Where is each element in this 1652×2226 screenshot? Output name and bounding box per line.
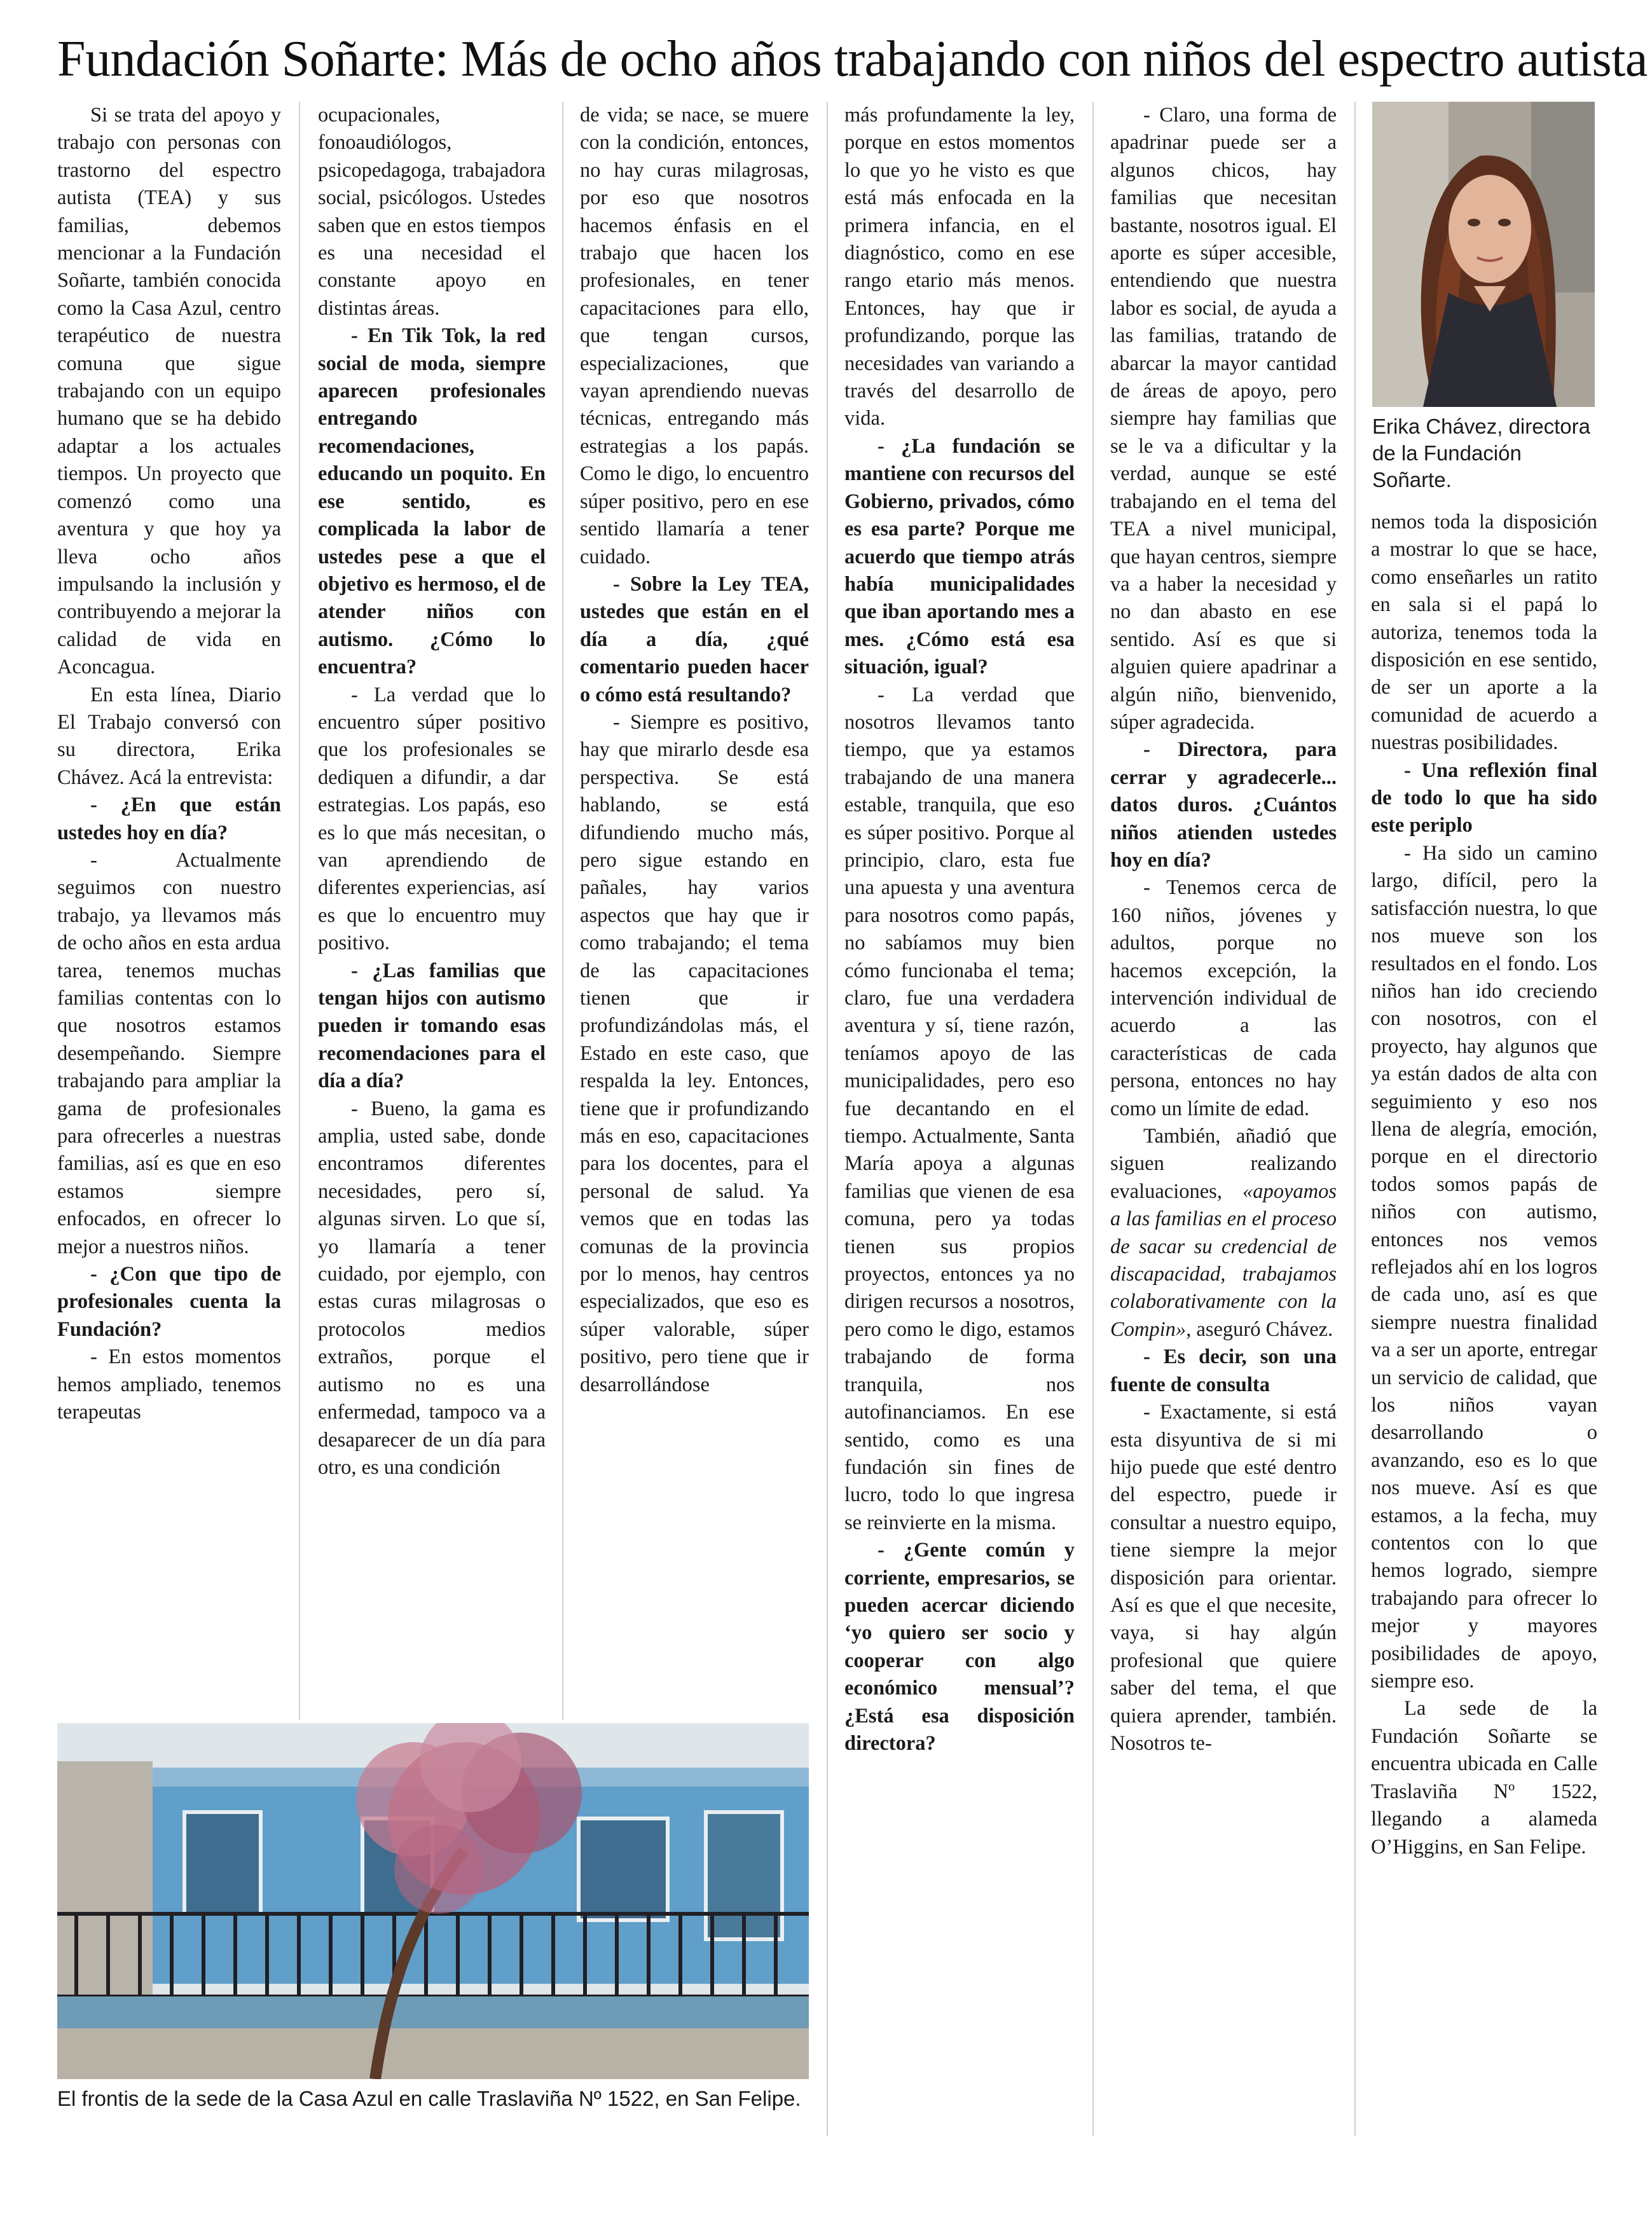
article-paragraph: Si se trata del apoyo y trabajo con personas con trastorno del espectro autista (TEA) y sus familias, debemos mencionar a la Fundación Soñarte, también conocida como la Casa Azul, centro terapéutico de nuestra comuna que sigue trabajando con un equipo humano que se ha debido adaptar a los actuales tiempos. Un proyecto que comenzó como una aventura y que hoy ya lleva ocho años impulsando la inclusión y contribuyendo a mejorar la calidad de vida en Aconcagua. (57, 104, 281, 679)
continued-paragraph: ocupacionales, fonoaudiólogos, psicopedagoga, trabajadora social, psicólogos. Ustedes saben que en estos tiempos es una necesidad el constante apoyo en distintas áreas. (318, 104, 546, 320)
portrait-caption: Erika Chávez, directora de la Fundación Soñarte. (1372, 415, 1590, 491)
article-paragraph: - Exactamente, si está esta disyuntiva de si mi hijo puede que esté dentro del espectro, puede ir consultar a nuestro equipo, tiene siempre la mejor disposición para orientar. Así es que el que necesite, vaya, si hay algún profesional que quiere saber del tema, el que quiera aprender, también. Nosotros te- (1110, 1401, 1337, 1755)
interview-question: - ¿En que están ustedes hoy en día? (57, 794, 281, 844)
paragraph-text: , aseguró Chávez. (1186, 1317, 1333, 1341)
interview-question: - Una reflexión final de todo lo que ha sido este periplo (1371, 759, 1597, 837)
photo-caption: El frontis de la sede de la Casa Azul en calle Traslaviña Nº 1522, en San Felipe. (57, 2087, 801, 2110)
article-paragraph (1110, 1123, 1337, 1343)
interview-question: - ¿La fundación se mantiene con recursos del Gobierno, privados, cómo es esa parte? Porque me acuerdo que tiempo atrás había municipalidades que iban aportando mes a mes. ¿Cómo está esa situación, igual? (844, 434, 1075, 679)
paragraph-text: También, añadió que siguen realizando evaluaciones, (1110, 1125, 1337, 1203)
column-rule (1354, 102, 1356, 2136)
article-paragraph: - La verdad que nosotros llevamos tanto tiempo, que ya estamos trabajando de una manera estable, tranquila, que eso es súper positivo. Porque al principio, claro, esta fue una apuesta y una aventura para nosotros como papás, no sabíamos muy bien cómo funcionaba el tema; claro, fue una verdadera aventura y sí, tiene razón, teníamos apoyo de las municipalidades, pero eso fue decantando en el tiempo. Actualmente, Santa María apoya a algunas familias que vienen de esa comuna, pero ya todas tienen sus propios proyectos, entonces ya no dirigen recursos a nosotros, pero como le digo, estamos trabajando de forma tranquila, nos autofinanciamos. En ese sentido, como es una fundación sin fines de lucro, todo lo que ingresa se reinvierte en la misma. (844, 683, 1075, 1534)
column-rule (562, 102, 563, 1720)
column-rule (1092, 102, 1094, 2136)
continued-paragraph: más profundamente la ley, porque en estos momentos lo que yo he visto es que está más enfocada en la primera infancia, en el diagnóstico, como en ese rango etario más menos. Entonces, hay que ir profundizando, porque las necesidades van variando a través del desarrollo de vida. (844, 104, 1075, 430)
column-rule (299, 102, 300, 1720)
article-paragraph: - Actualmente seguimos con nuestro trabajo, ya llevamos más de ocho años en esta ardua tarea, tenemos muchas familias contentas con lo que nosotros estamos desempeñando. Siempre trabajando para ampliar la gama de profesionales para ofrecerles a nuestras familias, así es que en eso estamos siempre enfocados, en ofrecer lo mejor a nuestros niños. (57, 848, 281, 1258)
interview-question: - ¿Con que tipo de profesionales cuenta la Fundación? (57, 1263, 281, 1341)
article-column-1 (57, 102, 281, 1720)
article-paragraph: - Claro, una forma de apadrinar puede ser a algunos chicos, hay familias que necesitan bastante, nosotros igual. El aporte es súper accesible, entendiendo que nuestra labor es social, de ayuda a las familias, tratando de abarcar la mayor cantidad de áreas de apoyo, pero siempre hay familias que se le va a dificultar y la verdad, aunque se esté trabajando en el tema del TEA a nivel municipal, que hayan centros, siempre va a haber la necesidad y no dan abasto en ese sentido. Así es que si alguien quiere apadrinar a algún niño, bienvenido, súper agradecida. (1110, 104, 1337, 734)
quote-text: «apoyamos a las familias en el proceso de sacar su credencial de discapacidad, trabajamos colaborativamente con la Compin» (1110, 1179, 1337, 1341)
interview-question: - ¿Las familias que tengan hijos con autismo pueden ir tomando esas recomendaciones para el día a día? (318, 959, 546, 1093)
article-column-4 (844, 102, 1075, 2136)
headline: Fundación Soñarte: Más de ocho años trabajando con niños del espectro autista (57, 31, 1648, 87)
article-column-6 (1371, 509, 1597, 2162)
casa-azul-facade-photo (57, 1723, 809, 2079)
interview-question: - Es decir, son una fuente de consulta (1110, 1345, 1337, 1396)
article-column-3 (580, 102, 809, 1720)
director-portrait-photo (1372, 102, 1595, 407)
article-paragraph: - En estos momentos hemos ampliado, tenemos terapeutas (57, 1345, 281, 1424)
article-column-5 (1110, 102, 1337, 2136)
interview-question: - Directora, para cerrar y agradecerle... datos duros. ¿Cuántos niños atienden ustedes hoy en día? (1110, 738, 1337, 872)
column-rule (827, 102, 828, 2136)
article-paragraph: - Tenemos cerca de 160 niños, jóvenes y adultos, porque no hacemos excepción, la intervención individual de acuerdo a las características de cada persona, entonces no hay como un límite de edad. (1110, 876, 1337, 1120)
interview-question: - En Tik Tok, la red social de moda, siempre aparecen profesionales entregando recomendaciones, educando un poquito. En ese sentido, es complicada la labor de ustedes pese a que el objetivo es hermoso, el de atender niños con autismo. ¿Cómo lo encuentra? (318, 324, 546, 679)
interview-question: - Sobre la Ley TEA, ustedes que están en el día a día, ¿qué comentario pueden hacer o cómo está resultando? (580, 572, 809, 706)
article-paragraph: - Bueno, la gama es amplia, usted sabe, donde encontramos diferentes necesidades, pero sí, algunas sirven. Lo que sí, yo llamaría a tener cuidado, por ejemplo, con estas curas milagrosas o protocolos medios extraños, porque el autismo no es una enfermedad, tampoco va a desaparecer de un día para otro, es una condición (318, 1097, 546, 1479)
interview-question: - ¿Gente común y corriente, empresarios, se pueden acercar diciendo ‘yo quiero ser socio y cooperar con algo económico mensual’? ¿Está esa disposición directora? (844, 1539, 1075, 1755)
continued-paragraph: de vida; se nace, se muere con la condición, entonces, no hay curas milagrosas, por eso que nosotros hacemos énfasis en el trabajo que hacen los profesionales, en tener capacitaciones para ello, que tengan cursos, especializaciones, que vayan aprendiendo nuevas técnicas, entregando más estrategias a los papás. Como le digo, lo encuentro súper positivo, pero en ese sentido llamaría a tener cuidado. (580, 104, 809, 568)
article-paragraph: - Ha sido un camino largo, difícil, pero la satisfacción nuestra, lo que nos mueve son los resultados en el fondo. Los niños han ido creciendo con nosotros, con el proyecto, hay algunos que ya están dados de alta con seguimiento y eso nos llena de alegría, emoción, porque en el directorio todos somos papás de niños con autismo, entonces nos vemos reflejados ahí en los logros de cada uno, así es que siempre nuestra finalidad va a ser un aporte, entregar un servicio de calidad, que los niños vayan desarrollando o avanzando, eso es lo que nos mueve. Así es que estamos, a la fecha, muy contentos con lo que hemos logrado, siempre trabajando para ofrecer lo mejor y mayores posibilidades de apoyo, siempre eso. (1371, 841, 1597, 1693)
article-paragraph: - Siempre es positivo, hay que mirarlo desde esa perspectiva. Se está hablando, se está difundiendo mucho más, pero sigue estando en pañales, hay varios aspectos que hay que ir como trabajando; el tema de las capacitaciones tienen que ir profundizándolas más, el Estado en este caso, que respalda la ley. Entonces, tiene que ir profundizando más en eso, capacitaciones para los docentes, para el personal de salud. Ya vemos que en todas las comunas de la provincia por lo menos, hay centros especializados, que eso es súper valorable, súper positivo, pero tiene que ir desarrollándose (580, 710, 809, 1396)
continued-paragraph: nemos toda la disposición a mostrar lo que se hace, como enseñarles un ratito en sala si el papá lo autoriza, tenemos toda la disposición en ese sentido, de ser un aporte a la comunidad de acuerdo a nuestras posibilidades. (1371, 511, 1597, 755)
article-paragraph: La sede de la Fundación Soñarte se encuentra ubicada en Calle Traslaviña Nº 1522, llegando a alameda O’Higgins, en San Felipe. (1371, 1697, 1597, 1858)
article-column-2 (318, 102, 546, 1720)
article-paragraph: En esta línea, Diario El Trabajo conversó con su directora, Erika Chávez. Acá la entrevista: (57, 683, 281, 789)
article-paragraph: - La verdad que lo encuentro súper positivo que los profesionales se dediquen a difundir, a dar estrategias. Los papás, eso es lo que más necesitan, o van aprendiendo de diferentes experiencias, así es que lo encuentro muy positivo. (318, 683, 546, 955)
